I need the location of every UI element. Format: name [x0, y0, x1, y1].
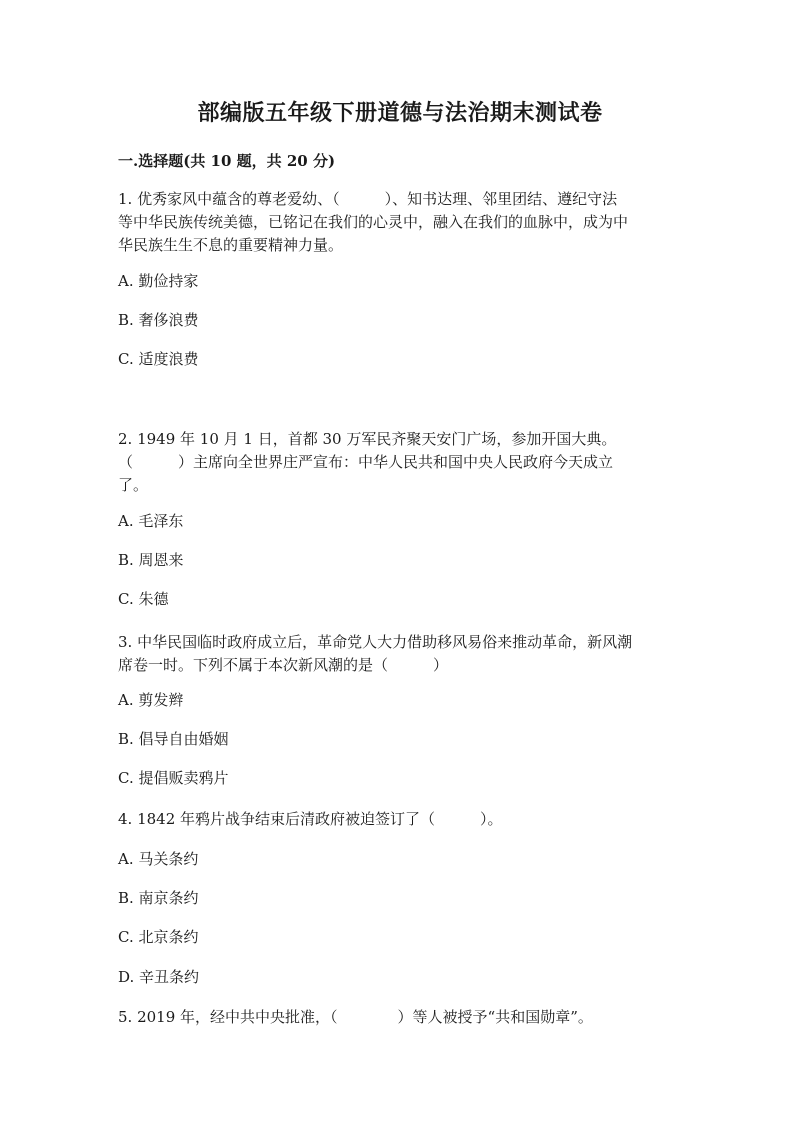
question-2-line-3: 了。	[118, 476, 149, 494]
question-2-line-1: 2. 1949 年 10 月 1 日，首都 30 万军民齐聚天安门广场，参加开国大典。	[118, 430, 617, 448]
question-3	[118, 631, 678, 677]
question-3-option-b: B. 倡导自由婚姻	[118, 730, 229, 748]
question-1-line-3: 华民族生生不息的重要精神力量。	[118, 236, 344, 254]
question-1-line-2: 等中华民族传统美德，已铭记在我们的心灵中，融入在我们的血脉中，成为中	[118, 213, 629, 231]
question-4-option-a: A. 马关条约	[118, 850, 199, 868]
question-4-line-1: 4. 1842 年鸦片战争结束后清政府被迫签订了（ ）。	[118, 810, 503, 828]
question-2-option-a: A. 毛泽东	[118, 512, 184, 530]
question-3-option-a: A. 剪发辫	[118, 691, 184, 709]
question-1	[118, 188, 678, 257]
question-4-option-c: C. 北京条约	[118, 928, 199, 946]
question-3-option-c: C. 提倡贩卖鸦片	[118, 769, 229, 787]
question-3-line-2: 席卷一时。下列不属于本次新风潮的是（ ）	[118, 656, 449, 674]
question-4-option-b: B. 南京条约	[118, 889, 199, 907]
section-heading: 一.选择题(共 10 题，共 20 分)	[118, 152, 336, 170]
page-title: 部编版五年级下册道德与法治期末测试卷	[197, 100, 603, 126]
question-1-line-1: 1. 优秀家风中蕴含的尊老爱幼、（ ）、知书达理、邻里团结、遵纪守法	[118, 190, 618, 208]
question-1-option-a: A. 勤俭持家	[118, 272, 199, 290]
question-4-option-d: D. 辛丑条约	[118, 968, 200, 986]
question-2-option-b: B. 周恩来	[118, 551, 184, 569]
question-5	[118, 1006, 678, 1029]
question-2-line-2: （ ）主席向全世界庄严宣布：中华人民共和国中央人民政府今天成立	[118, 453, 614, 471]
question-2-option-c: C. 朱德	[118, 590, 169, 608]
question-1-option-b: B. 奢侈浪费	[118, 311, 199, 329]
question-2	[118, 428, 678, 497]
question-5-line-1: 5. 2019 年，经中共中央批准，（ ）等人被授予“共和国勋章”。	[118, 1008, 593, 1026]
question-3-line-1: 3. 中华民国临时政府成立后，革命党人大力借助移风易俗来推动革命，新风潮	[118, 633, 633, 651]
question-1-option-c: C. 适度浪费	[118, 350, 199, 368]
question-4	[118, 808, 678, 831]
